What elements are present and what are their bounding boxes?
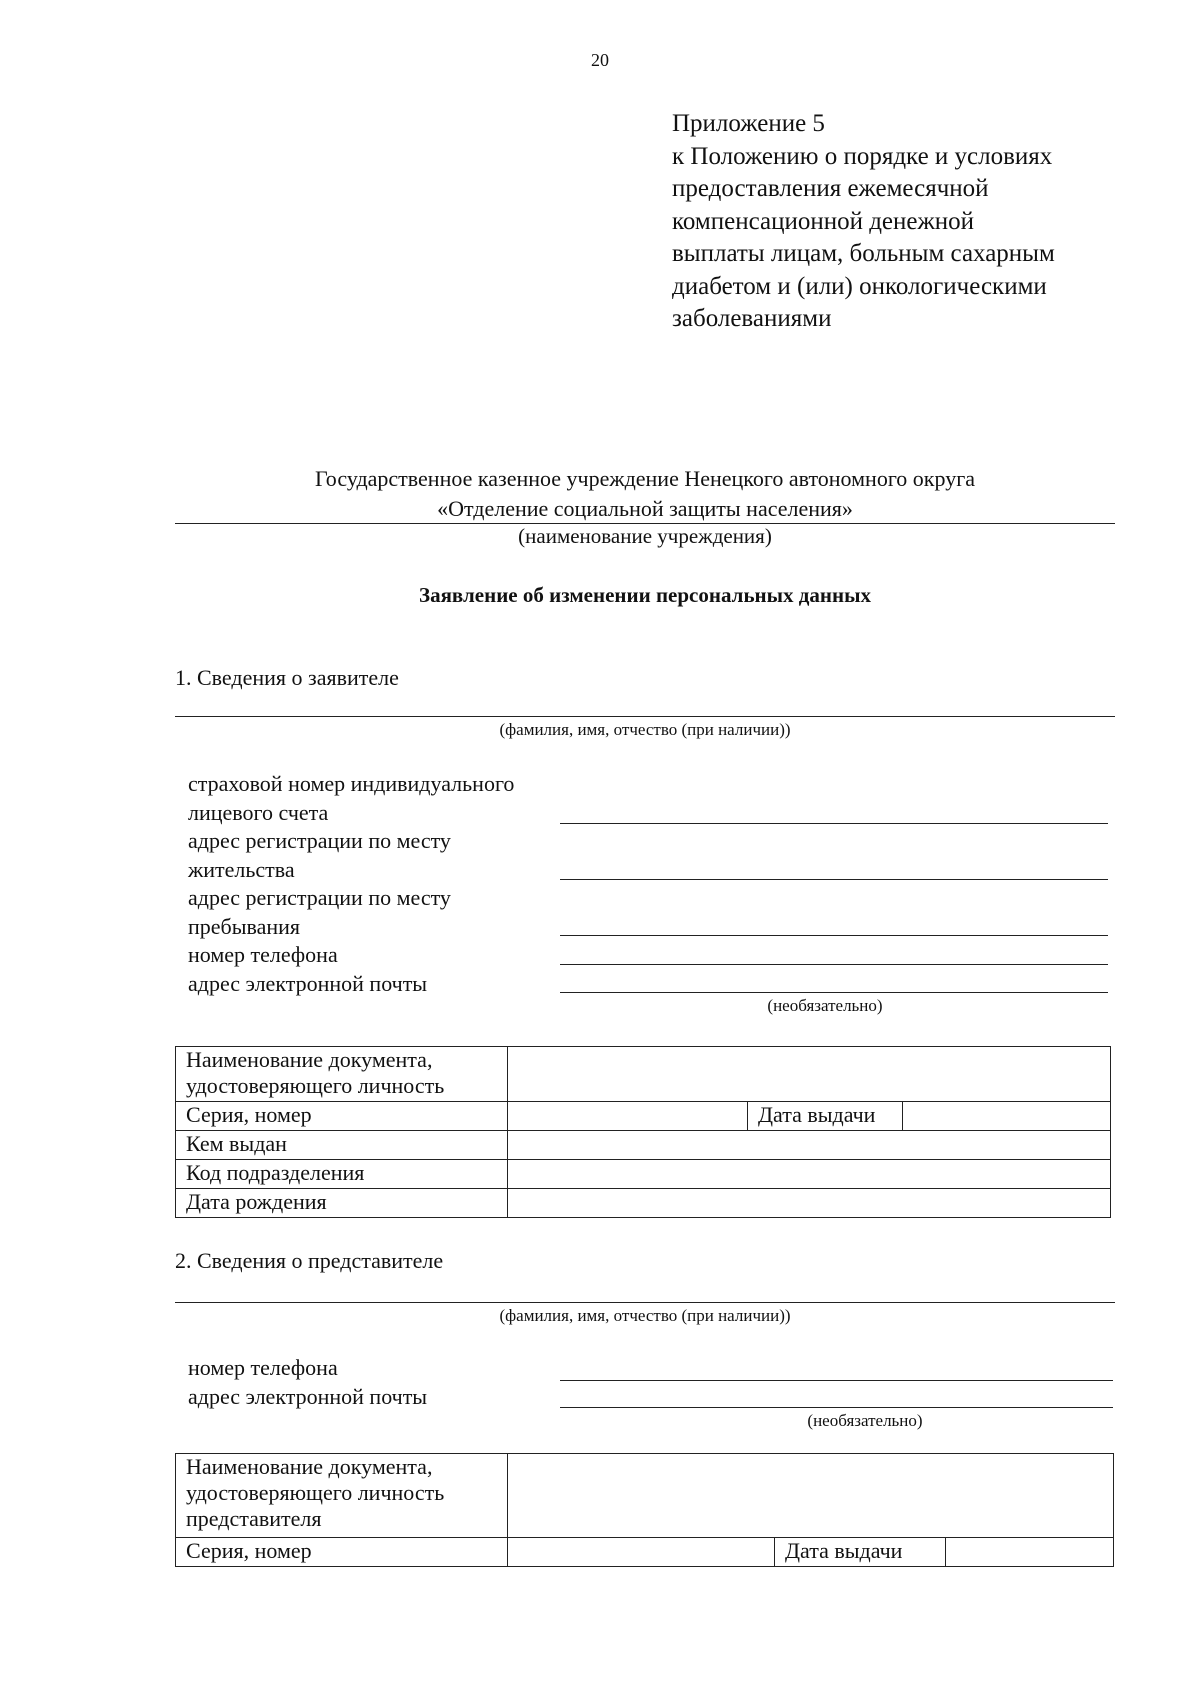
email-field[interactable] (560, 992, 1108, 993)
representative-name-field[interactable] (175, 1302, 1115, 1303)
rep-series-number-label: Серия, номер (176, 1538, 508, 1567)
rep-series-number-input[interactable] (508, 1538, 775, 1567)
phone-field[interactable] (560, 964, 1108, 965)
rep-doc-name-label-line: удостоверяющего личность (186, 1480, 445, 1505)
institution-caption: (наименование учреждения) (518, 524, 772, 548)
rep-issue-date-input[interactable] (946, 1538, 1114, 1567)
series-number-label: Серия, номер (176, 1102, 508, 1131)
table-row (176, 1131, 1111, 1160)
doc-name-label (176, 1047, 508, 1102)
rep-email-optional-caption: (необязательно) (807, 1411, 923, 1430)
reg-stay-label: адрес регистрации по месту (188, 885, 451, 910)
doc-name-label-line: удостоверяющего личность (186, 1073, 445, 1098)
appendix-line: предоставления ежемесячной (672, 175, 989, 202)
snils-label-cont: лицевого счета (188, 799, 329, 825)
reg-stay-label-cont: пребывания (188, 913, 301, 939)
appendix-line: к Положению о порядке и условиях (672, 142, 1053, 170)
reg-residence-label-cont: жительства (188, 856, 295, 882)
issue-date-input[interactable] (903, 1102, 1111, 1131)
applicant-name-caption: (фамилия, имя, отчество (при наличии)) (499, 720, 791, 739)
table-row (176, 1538, 1114, 1567)
rep-doc-name-label-line: Наименование документа, (186, 1454, 433, 1479)
representative-name-caption: (фамилия, имя, отчество (при наличии)) (499, 1306, 791, 1325)
table-row (176, 1102, 1111, 1131)
section2-title: 2. Сведения о представителе (175, 1248, 444, 1273)
section1-title: 1. Сведения о заявителе (175, 665, 399, 690)
issue-date-label: Дата выдачи (748, 1102, 903, 1131)
institution-name-line2: «Отделение социальной защиты населения» (437, 496, 853, 521)
email-label: адрес электронной почты (188, 970, 428, 996)
division-code-input[interactable] (508, 1160, 1111, 1189)
snils-field[interactable] (560, 823, 1108, 824)
birth-date-label: Дата рождения (176, 1189, 508, 1218)
applicant-fields-labels (188, 770, 514, 998)
rep-phone-field[interactable] (560, 1380, 1113, 1381)
representative-document-table (175, 1453, 1114, 1567)
phone-label: номер телефона (188, 942, 338, 967)
appendix-line: диабетом и (или) онкологическими (672, 272, 1047, 300)
applicant-name-field[interactable] (175, 716, 1115, 717)
appendix-line: заболеваниями (672, 305, 832, 332)
reg-residence-label: адрес регистрации по месту (188, 828, 451, 853)
doc-name-label-line: Наименование документа, (186, 1047, 433, 1072)
series-number-input[interactable] (508, 1102, 748, 1131)
appendix-line: Приложение 5 (672, 110, 825, 137)
birth-date-input[interactable] (508, 1189, 1111, 1218)
appendix-line: компенсационной денежной (672, 207, 975, 235)
rep-doc-name-label-line: представителя (186, 1506, 322, 1531)
email-optional-caption: (необязательно) (767, 996, 883, 1015)
applicant-document-table (175, 1046, 1111, 1218)
table-row (176, 1454, 1114, 1538)
representative-fields-labels (188, 1354, 427, 1411)
snils-label: страховой номер индивидуального (188, 771, 515, 796)
institution-name-line1: Государственное казенное учреждение Ненецкого автономного округа (315, 466, 975, 491)
appendix-header (672, 108, 1112, 336)
table-row (176, 1047, 1111, 1102)
page-number: 20 (591, 50, 609, 70)
reg-stay-field[interactable] (560, 935, 1108, 936)
rep-email-label: адрес электронной почты (188, 1383, 428, 1409)
rep-email-field[interactable] (560, 1407, 1113, 1408)
table-row (176, 1160, 1111, 1189)
issued-by-input[interactable] (508, 1131, 1111, 1160)
issued-by-label: Кем выдан (176, 1131, 508, 1160)
form-title: Заявление об изменении персональных данных (418, 583, 872, 607)
rep-doc-name-input[interactable] (508, 1454, 1114, 1538)
appendix-line: выплаты лицам, больным сахарным (672, 240, 1055, 267)
reg-residence-field[interactable] (560, 879, 1108, 880)
division-code-label: Код подразделения (176, 1160, 508, 1189)
rep-phone-label: номер телефона (188, 1355, 338, 1380)
doc-name-input[interactable] (508, 1047, 1111, 1102)
rep-doc-name-label (176, 1454, 508, 1538)
table-row (176, 1189, 1111, 1218)
rep-issue-date-label: Дата выдачи (775, 1538, 946, 1567)
